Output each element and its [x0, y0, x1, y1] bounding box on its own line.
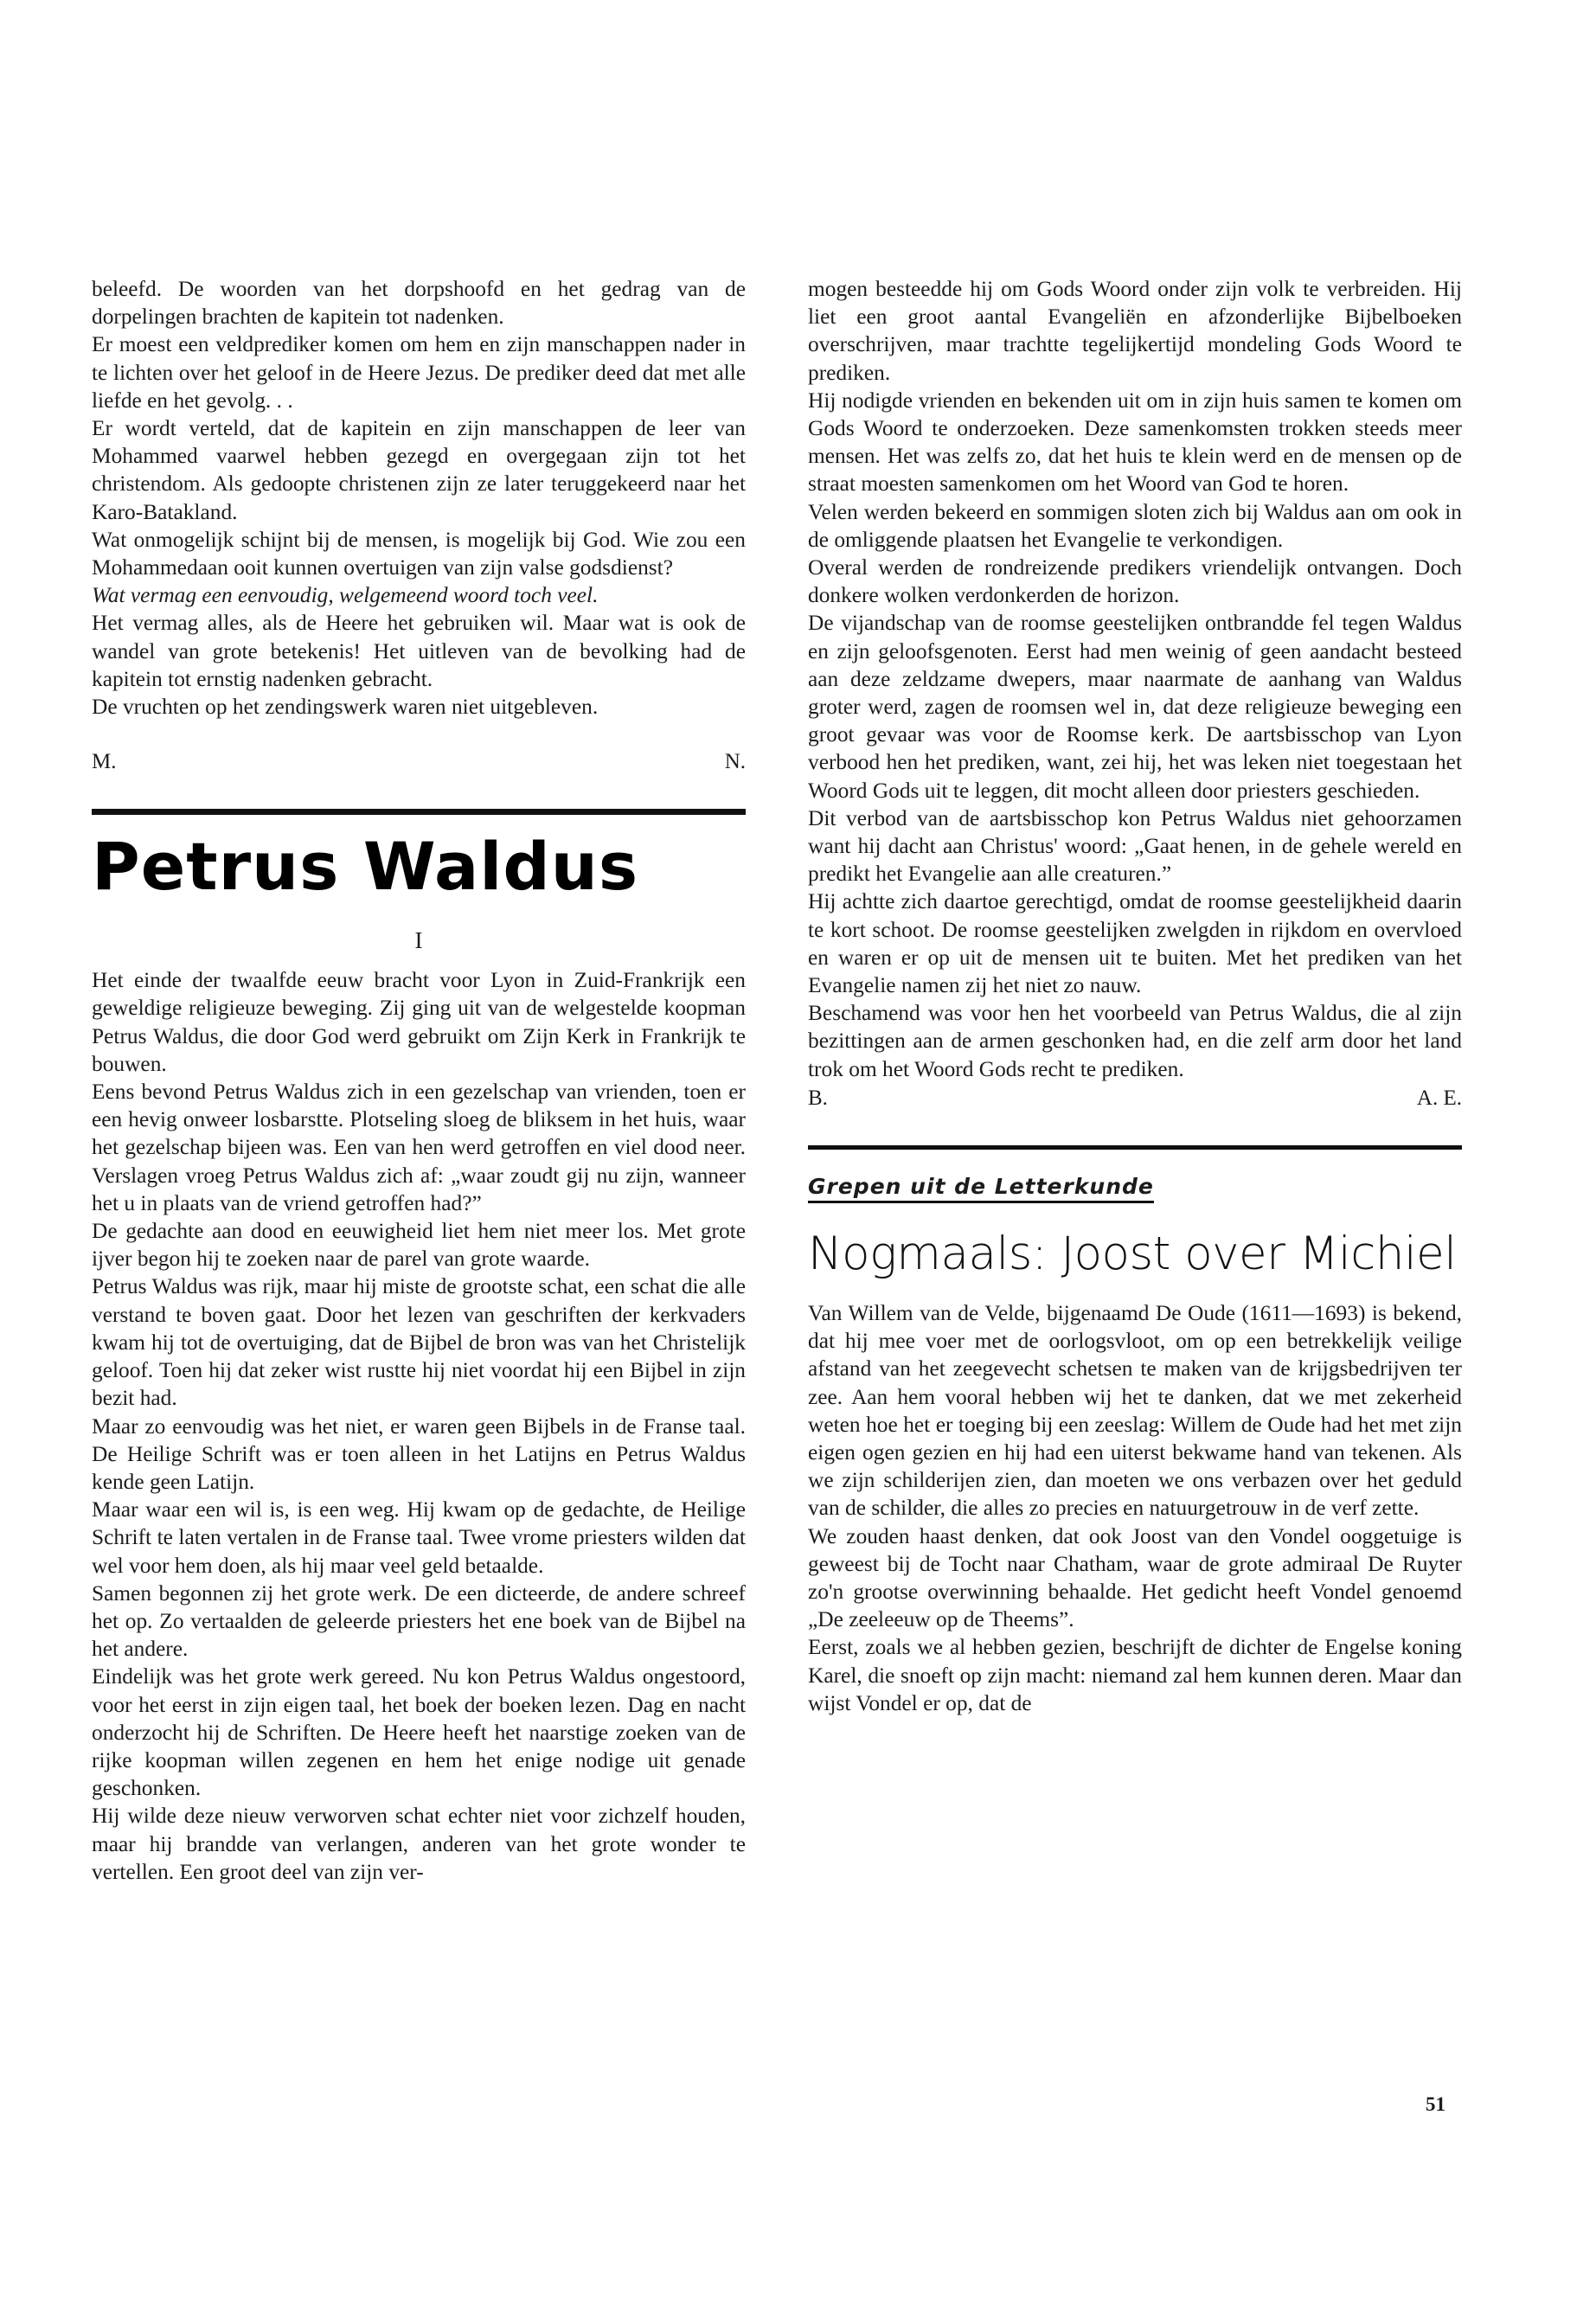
paragraph: Hij achtte zich daartoe gerechtigd, omdat de roomse geestelijkheid daarin te kort schoot. De roomse geestelijken zwelgden in rijkdom en overvloed en waren er op uit de mensen uit te buiten. Met het prediken van het Evangelie namen zij het niet zo nauw. — [808, 889, 1462, 998]
paragraph: De vijandschap van de roomse geestelijken ontbrandde fel tegen Waldus en zijn geloofsgenoten. Eerst had men weinig of geen aandacht besteed aan deze zeldzame dwepers, maar naarmate de aanhang van Waldus groter werd, zagen de roomsen wel in, dat deze religieuze beweging een groot gevaar was voor de Roomse kerk. De aartsbisschop van Lyon verbood hen het prediken, want, zei hij, het was leken niet toegestaan het Woord Gods uit te leggen, dit mocht alleen door priesters geschieden. — [808, 611, 1462, 803]
section-divider — [92, 809, 746, 815]
signature-initial-right: N. — [724, 750, 746, 774]
left-column — [92, 275, 746, 1886]
paragraph: Van Willem van de Velde, bijgenaamd De Oude (1611—1693) is bekend, dat hij mee voer met de oorlogsvloot, om op een betrekkelijk veilige afstand van het zeegevecht schetsen te maken van de krijgsbedrijven ter zee. Aan hem vooral hebben wij het te danken, dat we met zekerheid weten hoe het er toeging bij een zeeslag: Willem de Oude had het met zijn eigen ogen gezien en hij had een uiterst bekwame hand van tekenen. Als we zijn schilderijen zien, dan moeten we ons verbazen over het geduld van de schilder, die alles zo precies en natuurgetrouw in de verf zette. — [808, 1300, 1462, 1521]
paragraph: Eerst, zoals we al hebben gezien, beschrijft de dichter de Engelse koning Karel, die snoeft op zijn macht: niemand zal hem kunnen deren. Maar dan wijst Vondel er op, dat de — [808, 1635, 1462, 1715]
right-column — [808, 275, 1462, 1717]
paragraph: Velen werden bekeerd en sommigen sloten zich bij Waldus aan om ook in de omliggende plaatsen het Evangelie te verkondigen. — [808, 499, 1462, 552]
section-label: Grepen uit de Letterkunde — [808, 1174, 1154, 1203]
paragraph: Eens bevond Petrus Waldus zich in een gezelschap van vrienden, toen er een hevig onweer losbarstte. Plotseling sloeg de bliksem in het huis, waar het gezelschap bijeen was. Een van hen werd getroffen en viel dood neer. Verslagen vroeg Petrus Waldus zich af: „waar zoudt gij nu zijn, wanneer het u in plaats van de vriend getroffen had?” — [92, 1080, 746, 1215]
paragraph: Eindelijk was het grote werk gereed. Nu kon Petrus Waldus ongestoord, voor het eerst in zijn eigen taal, het boek der boeken lezen. Dag en nacht onderzocht hij de Schriften. De Heere heeft het naarstige zoeken van de rijke koopman willen zegenen en hem het enige nodige uit genade geschonken. — [92, 1664, 746, 1801]
paragraph: Hij nodigde vrienden en bekenden uit om in zijn huis samen te komen om Gods Woord te onderzoeken. Deze samenkomsten trokken steeds meer mensen. Het was zelfs zo, dat het huis te klein werd en de mensen op de straat moesten samenkomen om het Woord van God te horen. — [808, 388, 1462, 497]
paragraph: Hij wilde deze nieuw verworven schat echter niet voor zichzelf houden, maar hij brandde van verlangen, anderen van het grote wonder te vertellen. Een groot deel van zijn ver- — [92, 1804, 746, 1884]
signature-initial-left: M. — [92, 750, 117, 774]
signature-initial-right: A. E. — [1416, 1086, 1462, 1110]
feature-title: Nogmaals: Joost over Michiel — [808, 1227, 1457, 1280]
author-signature — [808, 1086, 1462, 1111]
signature-initial-left: B. — [808, 1086, 828, 1110]
page-number: 51 — [1426, 2093, 1445, 2115]
paragraph: Maar zo eenvoudig was het niet, er waren geen Bijbels in de Franse taal. De Heilige Schrift was er toen alleen in het Latijns en Petrus Waldus kende geen Latijn. — [92, 1413, 746, 1494]
paragraph: Er moest een veldprediker komen om hem en zijn manschappen nader in te lichten over het geloof in de Heere Jezus. De prediker deed dat met alle liefde en het gevolg. . . — [92, 332, 746, 413]
paragraph: Het einde der twaalfde eeuw bracht voor Lyon in Zuid-Frankrijk een geweldige religieuze beweging. Zij ging uit van de welgestelde koopman Petrus Waldus, die door God werd gebruikt om Zijn Kerk in Frankrijk te bouwen. — [92, 968, 746, 1076]
paragraph: De gedachte aan dood en eeuwigheid liet hem niet meer los. Met grote ijver begon hij te zoeken naar de parel van grote waarde. — [92, 1219, 746, 1272]
paragraph: beleefd. De woorden van het dorpshoofd en het gedrag van de dorpelingen brachten de kapitein tot nadenken. — [92, 277, 746, 330]
paragraph: Petrus Waldus was rijk, maar hij miste de grootste schat, een schat die alle verstand te boven gaat. Door het lezen van geschriften der kerkvaders kwam hij tot de overtuiging, dat de Bijbel de bron was van het Christelijk geloof. Toen hij dat zeker wist rustte hij niet voordat hij een Bijbel in zijn bezit had. — [92, 1274, 746, 1411]
paragraph: Wat onmogelijk schijnt bij de mensen, is mogelijk bij God. Wie zou een Mohammedaan ooit kunnen overtuigen van zijn valse godsdienst? — [92, 527, 746, 580]
section-divider — [808, 1145, 1462, 1150]
paragraph: We zouden haast denken, dat ook Joost van den Vondel ooggetuige is geweest bij de Tocht naar Chatham, waar de grote admiraal De Ruyter zo'n grootse overwinning behaalde. Het gedicht heeft Vondel genoemd „De zeeleeuw op de Theems”. — [808, 1523, 1462, 1632]
author-signature — [92, 750, 746, 774]
paragraph: Het vermag alles, als de Heere het gebruiken wil. Maar wat is ook de wandel van grote betekenis! Het uitleven van de bevolking had de kapitein tot ernstig nadenken gebracht. — [92, 611, 746, 691]
italic-sentence: Wat vermag een eenvoudig, welgemeend woord toch veel. — [92, 583, 599, 608]
paragraph: Samen begonnen zij het grote werk. De een dicteerde, de andere schreef het op. Zo vertaalden de geleerde priesters het ene boek van de Bijbel na het andere. — [92, 1580, 746, 1662]
paragraph: Er wordt verteld, dat de kapitein en zijn manschappen de leer van Mohammed vaarwel hebben gezegd en overgegaan zijn tot het christendom. Als gedoopte christenen zijn ze later teruggekeerd naar het Karo-Batakland. — [92, 416, 746, 524]
article-title: Petrus Waldus — [92, 828, 639, 906]
article-part-number: I — [414, 927, 423, 954]
paragraph: Beschamend was voor hen het voorbeeld van Petrus Waldus, die al zijn bezittingen aan de armen geschonken had, en die zelf arm door het land trok om het Woord Gods recht te prediken. — [808, 1001, 1462, 1081]
paragraph: Maar waar een wil is, is een weg. Hij kwam op de gedachte, de Heilige Schrift te laten vertalen in de Franse taal. Twee vrome priesters wilden dat wel voor hem doen, als hij maar veel geld betaalde. — [92, 1497, 746, 1578]
paragraph: mogen besteedde hij om Gods Woord onder zijn volk te verbreiden. Hij liet een groot aantal Evangeliën en afzonderlijke Bijbelboeken overschrijven, maar trachtte tegelijkertijd mondeling Gods Woord te prediken. — [808, 277, 1462, 385]
paragraph: Overal werden de rondreizende predikers vriendelijk ontvangen. Doch donkere wolken verdonkerden de horizon. — [808, 555, 1462, 608]
paragraph: De vruchten op het zendingswerk waren niet uitgebleven. — [92, 695, 599, 720]
paragraph: Dit verbod van de aartsbisschop kon Petrus Waldus niet gehoorzamen want hij dacht aan Christus' woord: „Gaat henen, in de gehele wereld en predikt het Evangelie aan alle creaturen.” — [808, 805, 1462, 887]
